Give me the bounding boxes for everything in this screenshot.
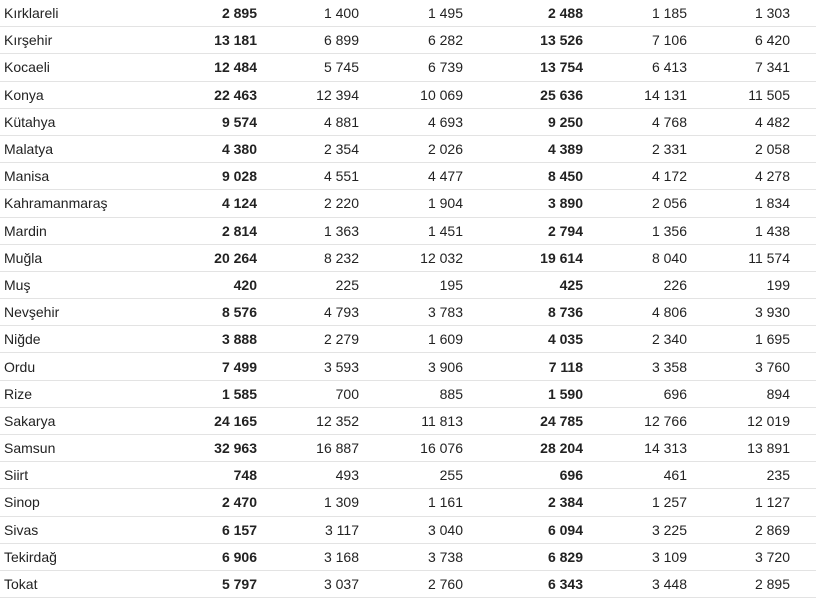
trailing-spacer-cell xyxy=(790,489,816,516)
province-name-cell: Kırşehir xyxy=(0,27,175,54)
trailing-spacer-cell xyxy=(790,163,816,190)
province-name-cell: Samsun xyxy=(0,435,175,462)
province-name-cell: Muğla xyxy=(0,244,175,271)
value-cell: 2 279 xyxy=(257,326,359,353)
value-cell: 4 806 xyxy=(583,299,687,326)
total-value-cell: 8 450 xyxy=(463,163,583,190)
trailing-spacer-cell xyxy=(790,244,816,271)
value-cell: 3 760 xyxy=(687,353,790,380)
trailing-spacer-cell xyxy=(790,0,816,27)
trailing-spacer-cell xyxy=(790,299,816,326)
value-cell: 235 xyxy=(687,462,790,489)
province-name-cell: Siirt xyxy=(0,462,175,489)
value-cell: 3 783 xyxy=(359,299,463,326)
province-name-cell: Rize xyxy=(0,380,175,407)
total-value-cell: 7 499 xyxy=(175,353,257,380)
value-cell: 3 225 xyxy=(583,516,687,543)
value-cell: 1 609 xyxy=(359,326,463,353)
total-value-cell: 12 484 xyxy=(175,54,257,81)
total-value-cell: 425 xyxy=(463,271,583,298)
table-row xyxy=(0,108,816,135)
value-cell: 1 303 xyxy=(687,0,790,27)
value-cell: 3 738 xyxy=(359,543,463,570)
value-cell: 3 448 xyxy=(583,570,687,597)
total-value-cell: 420 xyxy=(175,271,257,298)
trailing-spacer-cell xyxy=(790,135,816,162)
total-value-cell: 2 814 xyxy=(175,217,257,244)
table-row xyxy=(0,326,816,353)
table-row xyxy=(0,489,816,516)
total-value-cell: 4 380 xyxy=(175,135,257,162)
value-cell: 2 354 xyxy=(257,135,359,162)
value-cell: 12 032 xyxy=(359,244,463,271)
total-value-cell: 2 794 xyxy=(463,217,583,244)
total-value-cell: 28 204 xyxy=(463,435,583,462)
value-cell: 195 xyxy=(359,271,463,298)
total-value-cell: 20 264 xyxy=(175,244,257,271)
trailing-spacer-cell xyxy=(790,217,816,244)
table-row xyxy=(0,516,816,543)
value-cell: 1 127 xyxy=(687,489,790,516)
total-value-cell: 748 xyxy=(175,462,257,489)
table-row xyxy=(0,570,816,597)
province-name-cell: Kocaeli xyxy=(0,54,175,81)
value-cell: 11 505 xyxy=(687,81,790,108)
total-value-cell: 3 888 xyxy=(175,326,257,353)
total-value-cell: 9 028 xyxy=(175,163,257,190)
total-value-cell: 696 xyxy=(463,462,583,489)
total-value-cell: 19 614 xyxy=(463,244,583,271)
value-cell: 2 026 xyxy=(359,135,463,162)
value-cell: 2 340 xyxy=(583,326,687,353)
value-cell: 3 906 xyxy=(359,353,463,380)
total-value-cell: 1 585 xyxy=(175,380,257,407)
province-name-cell: Sakarya xyxy=(0,407,175,434)
value-cell: 14 131 xyxy=(583,81,687,108)
total-value-cell: 2 895 xyxy=(175,0,257,27)
table-row xyxy=(0,0,816,27)
value-cell: 8 232 xyxy=(257,244,359,271)
total-value-cell: 4 124 xyxy=(175,190,257,217)
value-cell: 2 331 xyxy=(583,135,687,162)
province-name-cell: Muş xyxy=(0,271,175,298)
trailing-spacer-cell xyxy=(790,353,816,380)
value-cell: 16 887 xyxy=(257,435,359,462)
value-cell: 4 693 xyxy=(359,108,463,135)
value-cell: 1 904 xyxy=(359,190,463,217)
trailing-spacer-cell xyxy=(790,462,816,489)
trailing-spacer-cell xyxy=(790,543,816,570)
table-row xyxy=(0,190,816,217)
total-value-cell: 22 463 xyxy=(175,81,257,108)
total-value-cell: 6 094 xyxy=(463,516,583,543)
value-cell: 461 xyxy=(583,462,687,489)
trailing-spacer-cell xyxy=(790,435,816,462)
province-name-cell: Nevşehir xyxy=(0,299,175,326)
value-cell: 2 220 xyxy=(257,190,359,217)
trailing-spacer-cell xyxy=(790,271,816,298)
total-value-cell: 25 636 xyxy=(463,81,583,108)
value-cell: 12 766 xyxy=(583,407,687,434)
value-cell: 1 451 xyxy=(359,217,463,244)
value-cell: 255 xyxy=(359,462,463,489)
value-cell: 199 xyxy=(687,271,790,298)
value-cell: 8 040 xyxy=(583,244,687,271)
total-value-cell: 13 181 xyxy=(175,27,257,54)
table-row xyxy=(0,299,816,326)
value-cell: 3 930 xyxy=(687,299,790,326)
table-row xyxy=(0,217,816,244)
value-cell: 4 768 xyxy=(583,108,687,135)
trailing-spacer-cell xyxy=(790,81,816,108)
total-value-cell: 4 389 xyxy=(463,135,583,162)
total-value-cell: 5 797 xyxy=(175,570,257,597)
value-cell: 12 394 xyxy=(257,81,359,108)
value-cell: 2 895 xyxy=(687,570,790,597)
total-value-cell: 24 165 xyxy=(175,407,257,434)
value-cell: 13 891 xyxy=(687,435,790,462)
value-cell: 1 363 xyxy=(257,217,359,244)
value-cell: 6 420 xyxy=(687,27,790,54)
trailing-spacer-cell xyxy=(790,190,816,217)
total-value-cell: 2 488 xyxy=(463,0,583,27)
total-value-cell: 6 157 xyxy=(175,516,257,543)
value-cell: 1 400 xyxy=(257,0,359,27)
value-cell: 1 185 xyxy=(583,0,687,27)
table-row xyxy=(0,27,816,54)
table-row xyxy=(0,407,816,434)
table-row xyxy=(0,81,816,108)
value-cell: 3 358 xyxy=(583,353,687,380)
value-cell: 3 720 xyxy=(687,543,790,570)
total-value-cell: 2 470 xyxy=(175,489,257,516)
table-row xyxy=(0,462,816,489)
province-name-cell: Sivas xyxy=(0,516,175,543)
table-row xyxy=(0,163,816,190)
province-name-cell: Kırklareli xyxy=(0,0,175,27)
total-value-cell: 8 576 xyxy=(175,299,257,326)
total-value-cell: 8 736 xyxy=(463,299,583,326)
total-value-cell: 9 574 xyxy=(175,108,257,135)
province-name-cell: Ordu xyxy=(0,353,175,380)
value-cell: 6 739 xyxy=(359,54,463,81)
value-cell: 6 413 xyxy=(583,54,687,81)
province-name-cell: Tokat xyxy=(0,570,175,597)
table-row xyxy=(0,435,816,462)
value-cell: 3 040 xyxy=(359,516,463,543)
value-cell: 894 xyxy=(687,380,790,407)
value-cell: 10 069 xyxy=(359,81,463,108)
trailing-spacer-cell xyxy=(790,326,816,353)
total-value-cell: 7 118 xyxy=(463,353,583,380)
value-cell: 6 899 xyxy=(257,27,359,54)
value-cell: 11 813 xyxy=(359,407,463,434)
value-cell: 226 xyxy=(583,271,687,298)
table-row xyxy=(0,135,816,162)
province-name-cell: Manisa xyxy=(0,163,175,190)
province-name-cell: Tekirdağ xyxy=(0,543,175,570)
total-value-cell: 13 754 xyxy=(463,54,583,81)
value-cell: 4 551 xyxy=(257,163,359,190)
value-cell: 3 037 xyxy=(257,570,359,597)
value-cell: 2 869 xyxy=(687,516,790,543)
value-cell: 700 xyxy=(257,380,359,407)
value-cell: 1 438 xyxy=(687,217,790,244)
value-cell: 493 xyxy=(257,462,359,489)
province-name-cell: Konya xyxy=(0,81,175,108)
trailing-spacer-cell xyxy=(790,380,816,407)
value-cell: 696 xyxy=(583,380,687,407)
value-cell: 12 352 xyxy=(257,407,359,434)
province-name-cell: Sinop xyxy=(0,489,175,516)
total-value-cell: 32 963 xyxy=(175,435,257,462)
value-cell: 885 xyxy=(359,380,463,407)
value-cell: 4 881 xyxy=(257,108,359,135)
value-cell: 14 313 xyxy=(583,435,687,462)
province-name-cell: Mardin xyxy=(0,217,175,244)
value-cell: 4 477 xyxy=(359,163,463,190)
table-row xyxy=(0,54,816,81)
total-value-cell: 4 035 xyxy=(463,326,583,353)
value-cell: 16 076 xyxy=(359,435,463,462)
value-cell: 1 356 xyxy=(583,217,687,244)
table-row xyxy=(0,543,816,570)
value-cell: 7 106 xyxy=(583,27,687,54)
table-row xyxy=(0,353,816,380)
value-cell: 2 056 xyxy=(583,190,687,217)
value-cell: 4 482 xyxy=(687,108,790,135)
value-cell: 4 278 xyxy=(687,163,790,190)
value-cell: 4 793 xyxy=(257,299,359,326)
province-name-cell: Kütahya xyxy=(0,108,175,135)
trailing-spacer-cell xyxy=(790,108,816,135)
table-row xyxy=(0,271,816,298)
total-value-cell: 24 785 xyxy=(463,407,583,434)
total-value-cell: 6 829 xyxy=(463,543,583,570)
table-row xyxy=(0,380,816,407)
value-cell: 1 834 xyxy=(687,190,790,217)
total-value-cell: 6 906 xyxy=(175,543,257,570)
value-cell: 2 760 xyxy=(359,570,463,597)
total-value-cell: 1 590 xyxy=(463,380,583,407)
value-cell: 3 109 xyxy=(583,543,687,570)
trailing-spacer-cell xyxy=(790,27,816,54)
total-value-cell: 2 384 xyxy=(463,489,583,516)
trailing-spacer-cell xyxy=(790,407,816,434)
province-name-cell: Niğde xyxy=(0,326,175,353)
value-cell: 7 341 xyxy=(687,54,790,81)
value-cell: 1 257 xyxy=(583,489,687,516)
province-name-cell: Kahramanmaraş xyxy=(0,190,175,217)
value-cell: 12 019 xyxy=(687,407,790,434)
value-cell: 11 574 xyxy=(687,244,790,271)
total-value-cell: 9 250 xyxy=(463,108,583,135)
trailing-spacer-cell xyxy=(790,570,816,597)
value-cell: 6 282 xyxy=(359,27,463,54)
total-value-cell: 3 890 xyxy=(463,190,583,217)
value-cell: 1 495 xyxy=(359,0,463,27)
value-cell: 1 309 xyxy=(257,489,359,516)
value-cell: 3 117 xyxy=(257,516,359,543)
total-value-cell: 6 343 xyxy=(463,570,583,597)
value-cell: 225 xyxy=(257,271,359,298)
value-cell: 2 058 xyxy=(687,135,790,162)
trailing-spacer-cell xyxy=(790,516,816,543)
total-value-cell: 13 526 xyxy=(463,27,583,54)
table-row xyxy=(0,244,816,271)
trailing-spacer-cell xyxy=(790,54,816,81)
value-cell: 1 161 xyxy=(359,489,463,516)
value-cell: 3 168 xyxy=(257,543,359,570)
value-cell: 5 745 xyxy=(257,54,359,81)
value-cell: 4 172 xyxy=(583,163,687,190)
value-cell: 3 593 xyxy=(257,353,359,380)
value-cell: 1 695 xyxy=(687,326,790,353)
province-name-cell: Malatya xyxy=(0,135,175,162)
